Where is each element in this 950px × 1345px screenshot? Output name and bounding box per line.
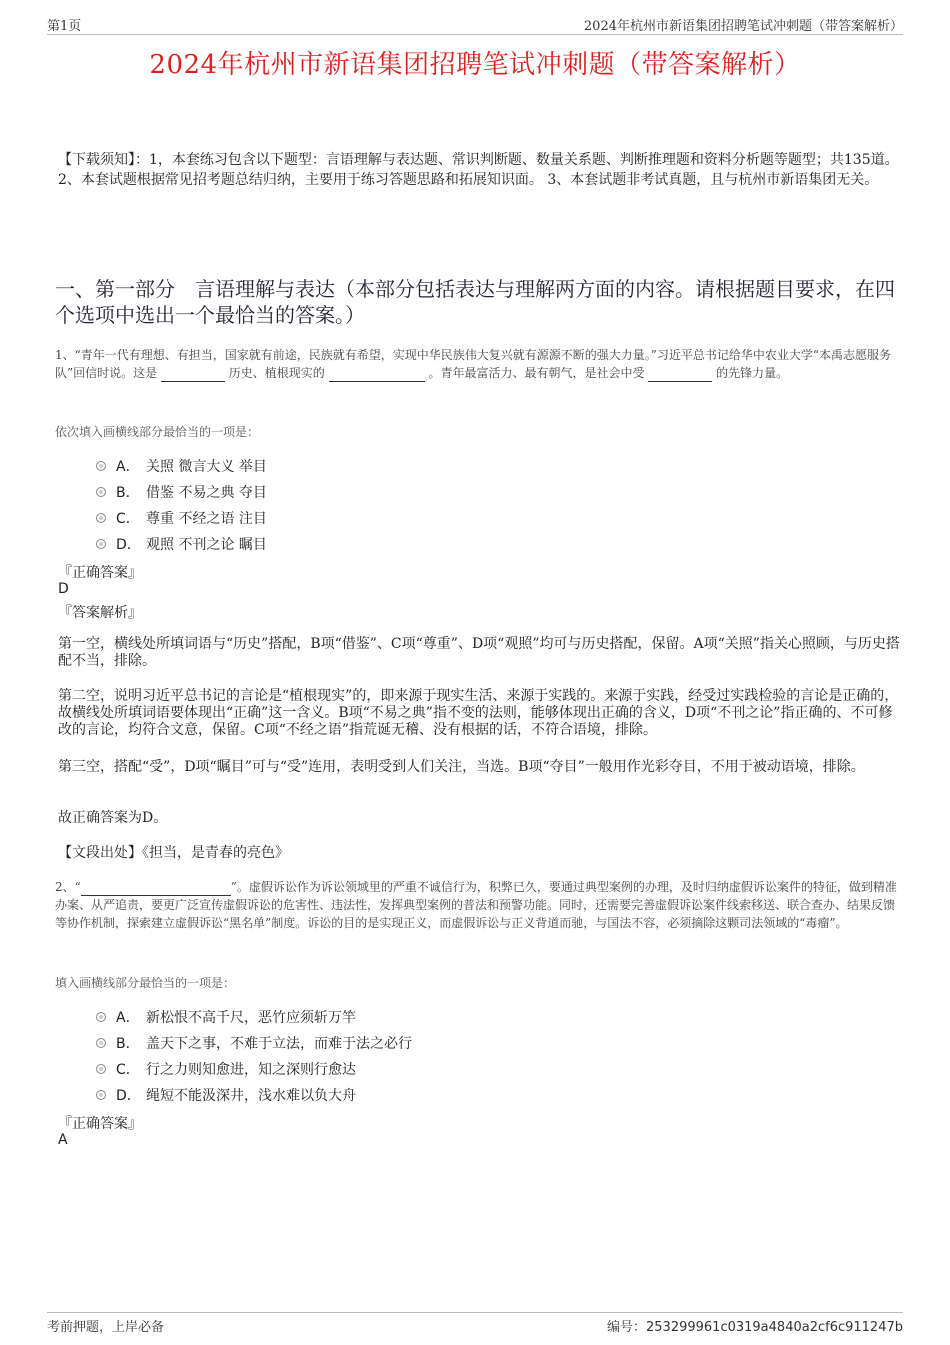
question-2-stem: 2、“ ”。虚假诉讼作为诉讼领域里的严重不诚信行为，积弊已久，要通过典型案例的办理，及时归纳虚假诉讼案件的特征，做到精准办案、从严追责，要更广泛宣传虚假诉讼的危害性、违法性，发挥典型案例的普法和预警功能。同时，还需要完善虚假诉讼案件线索移送、联合查办、结果反馈等协作机制，探索建立虚假诉讼“黑名单”制度。诉讼的目的是实现正义，而虚假诉讼与正义背道而驰，与国法不容，必须摘除这颗司法领域的“毒瘤”。 — [55, 880, 897, 930]
question-1-prompt: 依次填入画横线部分最恰当的一项是： — [55, 425, 260, 439]
option-c[interactable]: C． 尊重 不经之语 注目 — [96, 505, 267, 531]
page-number: 第1页 — [47, 19, 82, 34]
analysis-paragraph-2: 第二空，说明习近平总书记的言论是“植根现实”的，即来源于现实生活、来源于实践的。来源于实践，经受过实践检验的言论是正确的，故横线处所填词语要体现出“正确”这一含义。B项“不易之典”指不变的法则，能够体现出正确的含义，D项“不刊之论”指正确的、不可修改的言论，均符合文意，保留。C项“不经之语”指荒诞无稽、没有根据的话，不符合语境，排除。 — [58, 688, 899, 738]
blank-3 — [648, 369, 712, 382]
question-1-options — [96, 453, 267, 557]
analysis-paragraph-3: 第三空，搭配“受”，D项“瞩目”可与“受”连用，表明受到人们关注，当选。B项“夺目”一般用作光彩夺目，不用于被动语境，排除。 — [58, 759, 865, 775]
option-a[interactable]: A． 新松恨不高千尺，恶竹应须斩万竿 — [96, 1004, 412, 1030]
radio-icon[interactable] — [96, 539, 106, 549]
answer-label: 『正确答案』 — [58, 1116, 142, 1132]
analysis-paragraph-1: 第一空，横线处所填词语与“历史”搭配，B项“借鉴”、C项“尊重”、D项“观照”均可与历史搭配，保留。A项“关照”指关心照顾，与历史搭配不当，排除。 — [58, 636, 900, 669]
section-heading: 一、第一部分 言语理解与表达（本部分包括表达与理解两方面的内容。请根据题目要求，在四个选项中选出一个最恰当的答案。） — [55, 277, 895, 327]
document-code: 编号：253299961c0319a4840a2cf6c911247b — [607, 1320, 903, 1335]
question-1-stem: 1、“青年一代有理想、有担当，国家就有前途，民族就有希望，实现中华民族伟大复兴就有源源不断的强大力量。”习近平总书记给华中农业大学“本禹志愿服务队”回信时说。这是 历史、植根现实的 。青年最富活力、最有朝气，是社会中受 的先锋力量。 — [55, 348, 892, 380]
footer-slogan: 考前押题，上岸必备 — [47, 1320, 165, 1335]
text-source: 【文段出处】《担当，是青春的亮色》 — [58, 845, 289, 861]
radio-icon[interactable] — [96, 1012, 106, 1022]
option-b[interactable]: B． 借鉴 不易之典 夺目 — [96, 479, 267, 505]
question-2-options — [96, 1004, 412, 1108]
option-d[interactable]: D． 绳短不能汲深井，浅水难以负大舟 — [96, 1082, 412, 1108]
radio-icon[interactable] — [96, 513, 106, 523]
download-notice: 【下载须知】：1，本套练习包含以下题型：言语理解与表达题、常识判断题、数量关系题、判断推理题和资料分析题等题型；共135道。 2、本套试题根据常见招考题总结归纳，主要用于练习答题思路和拓展知识面。 3、本套试题非考试真题，且与杭州市新语集团无关。 — [58, 152, 899, 188]
question-2-prompt: 填入画横线部分最恰当的一项是： — [55, 976, 236, 990]
radio-icon[interactable] — [96, 1038, 106, 1048]
blank-q2 — [81, 883, 231, 896]
radio-icon[interactable] — [96, 1090, 106, 1100]
radio-icon[interactable] — [96, 1064, 106, 1074]
radio-icon[interactable] — [96, 487, 106, 497]
analysis-paragraph-4: 故正确答案为D。 — [58, 810, 168, 826]
option-d[interactable]: D． 观照 不刊之论 瞩目 — [96, 531, 267, 557]
radio-icon[interactable] — [96, 461, 106, 471]
header-doc-title: 2024年杭州市新语集团招聘笔试冲刺题（带答案解析） — [583, 19, 903, 34]
blank-2 — [329, 369, 425, 382]
correct-answer: A — [58, 1132, 68, 1148]
answer-label: 『正确答案』 — [58, 565, 142, 581]
option-b[interactable]: B． 盖天下之事，不难于立法，而难于法之必行 — [96, 1030, 412, 1056]
document-title: 2024年杭州市新语集团招聘笔试冲刺题（带答案解析） — [149, 50, 801, 80]
option-a[interactable]: A． 关照 微言大义 举目 — [96, 453, 267, 479]
option-c[interactable]: C． 行之力则知愈进，知之深则行愈达 — [96, 1056, 412, 1082]
page-footer — [47, 1312, 903, 1335]
analysis-label: 『答案解析』 — [58, 605, 142, 621]
page-header — [47, 12, 903, 35]
blank-1 — [161, 369, 225, 382]
correct-answer: D — [58, 581, 69, 597]
